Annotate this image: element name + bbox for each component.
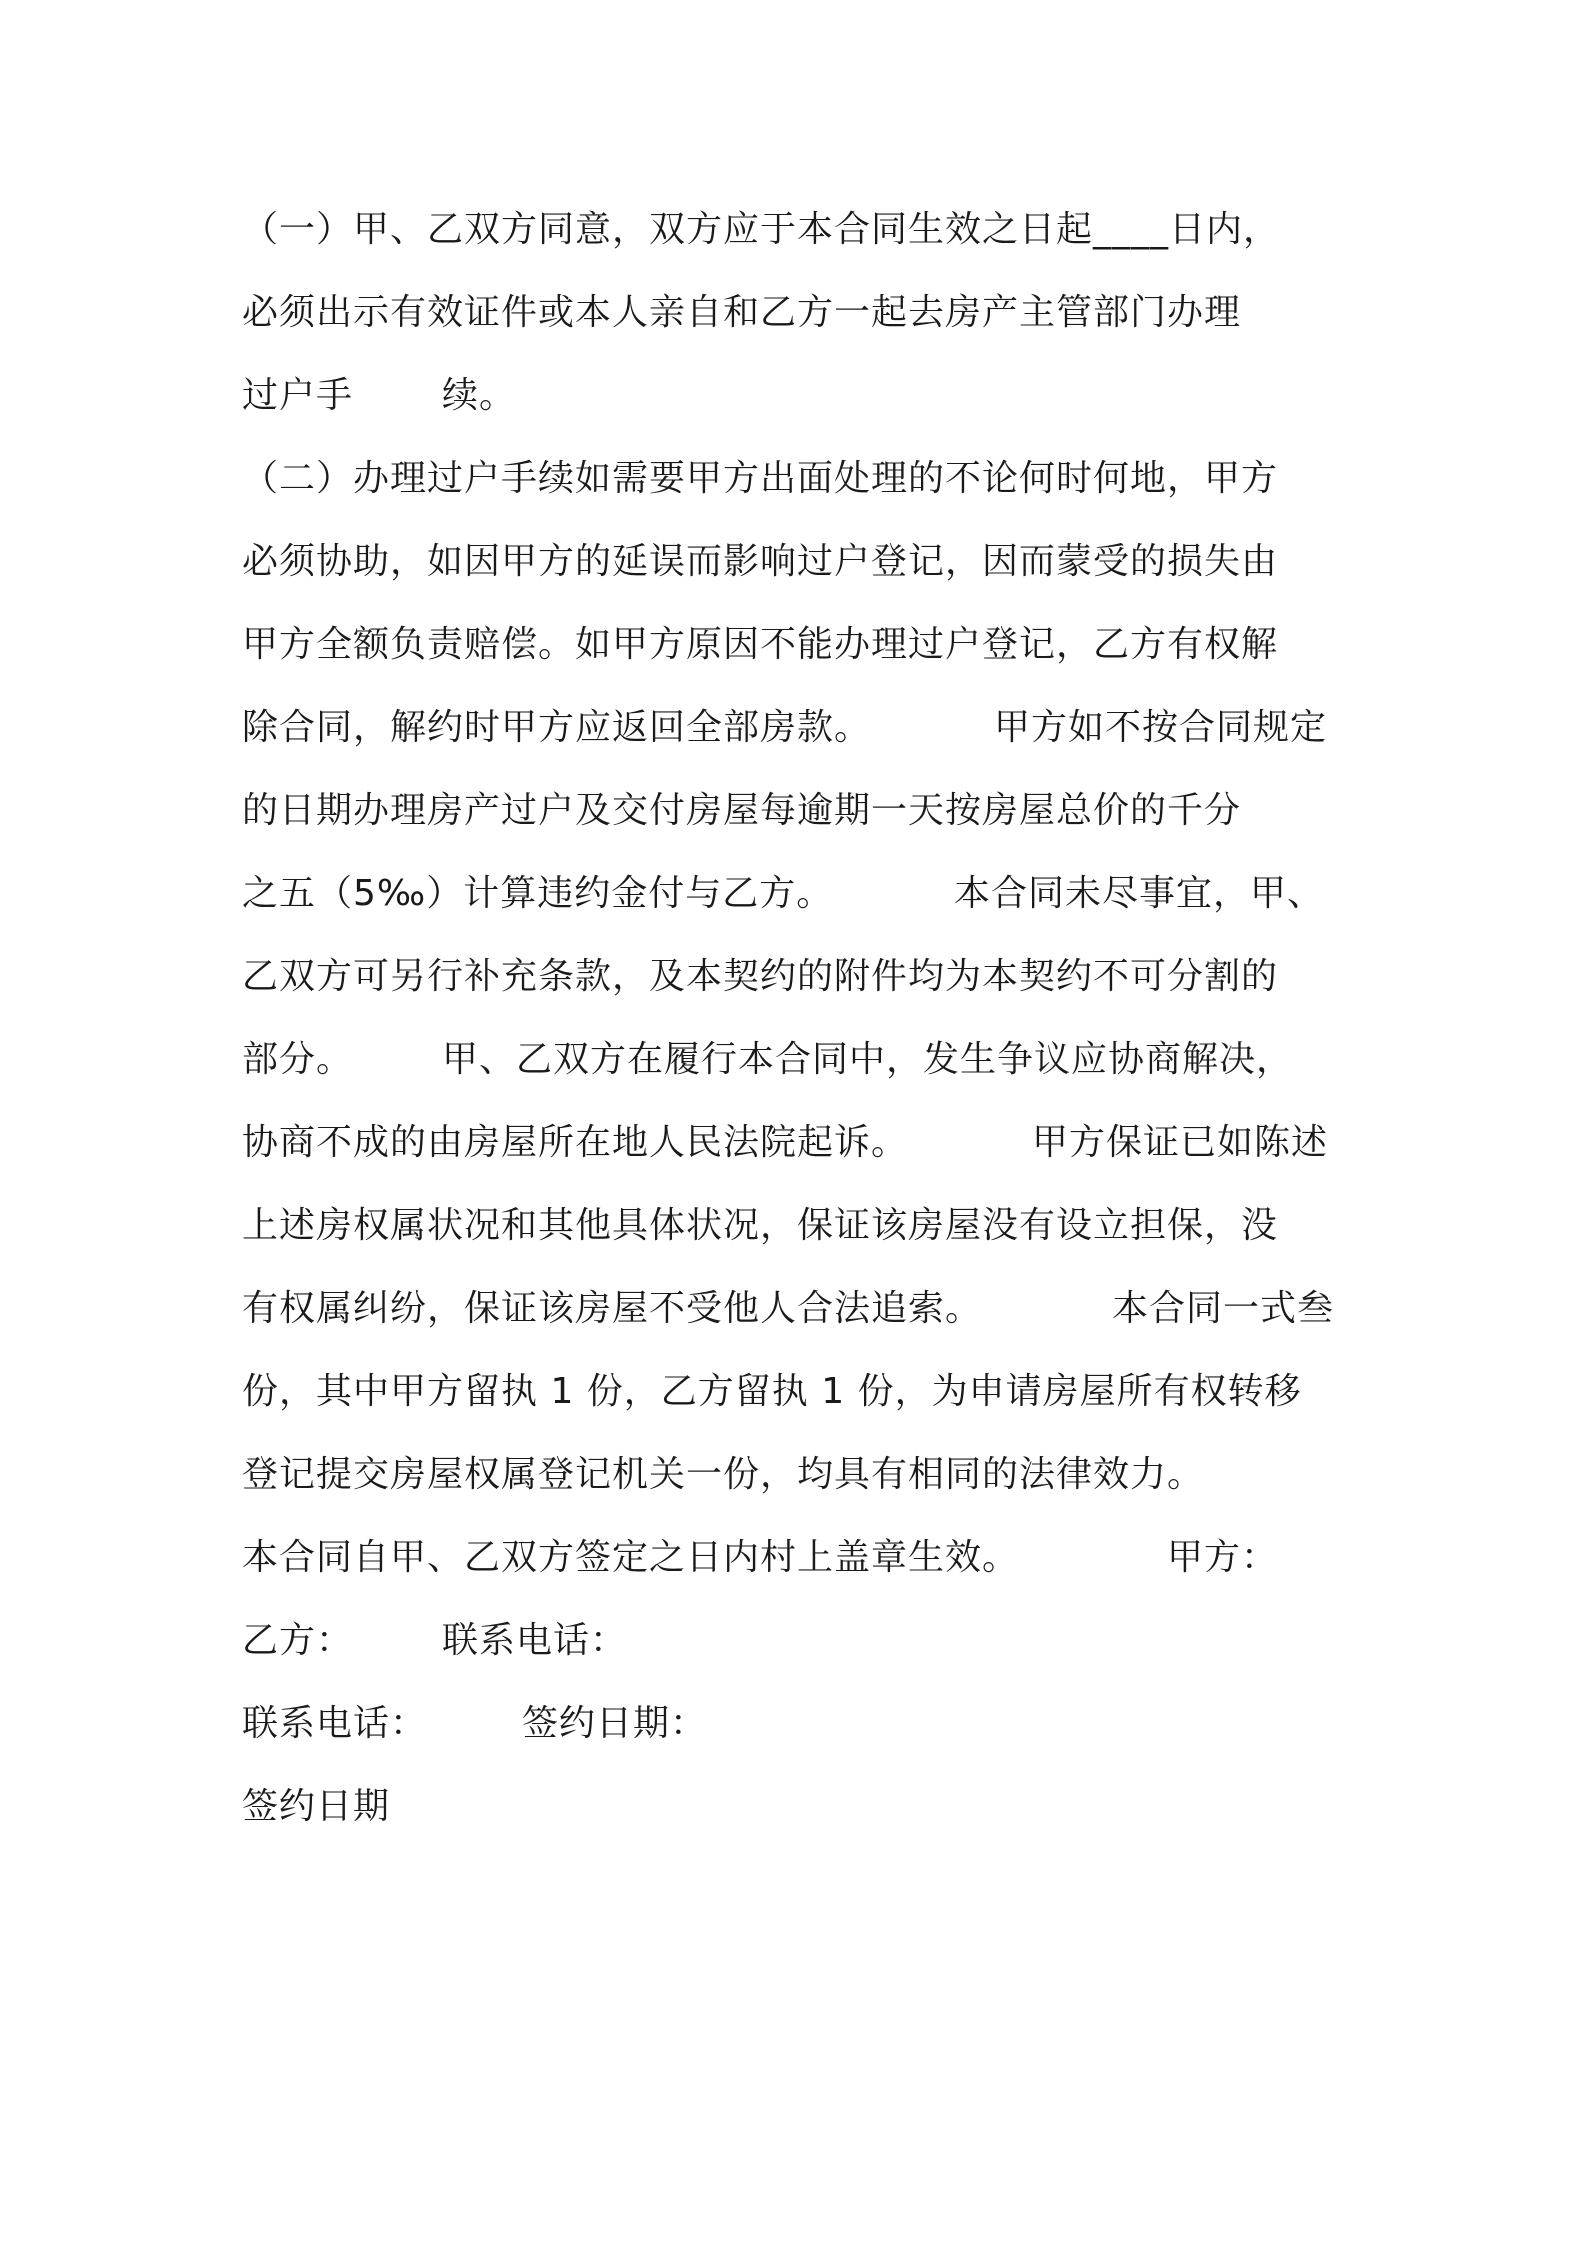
text-line: （一）甲、乙双方同意，双方应于本合同生效之日起____日内， [242,209,1281,250]
sign-date-label: 签约日期： [522,1703,708,1744]
text-line: 之五（5‰）计算违约金付与乙方。 [242,873,834,914]
paragraph-2-line-11 [242,1279,1362,1339]
text-line: 甲、乙双方在履行本合同中，发生争议应协商解决， [442,1039,1294,1080]
paragraph-2-line-13 [242,1445,1362,1505]
paragraph-2-line-7 [242,947,1362,1007]
paragraph-2-line-14 [242,1528,1362,1588]
text-line: 部分。 [242,1039,354,1080]
party-b-label: 乙方： [242,1620,354,1661]
text-line: 协商不成的由房屋所在地人民法院起诉。 [242,1122,909,1163]
text-line: 上述房权属状况和其他具体状况，保证该房屋没有设立担保，没 [242,1205,1279,1246]
text-line: 本合同自甲、乙双方签定之日内村上盖章生效。 [242,1537,1020,1578]
text-line: 乙双方可另行补充条款，及本契约的附件均为本契约不可分割的 [242,956,1279,997]
paragraph-2-line-10 [242,1196,1362,1256]
paragraph-2-line-1 [242,449,1362,509]
paragraph-1-line-1 [242,200,1362,260]
text-line: 的日期办理房产过户及交付房屋每逾期一天按房屋总价的千分 [242,790,1242,831]
text-line: 必须协助，如因甲方的延误而影响过户登记，因而蒙受的损失由 [242,541,1279,582]
paragraph-2-line-4 [242,698,1362,758]
text-line: 必须出示有效证件或本人亲自和乙方一起去房产主管部门办理 [242,292,1242,333]
signature-line-2 [242,1694,1362,1754]
signature-line-3 [242,1777,1362,1837]
paragraph-1-line-2 [242,283,1362,343]
text-line: 甲方全额负责赔偿。如甲方原因不能办理过户登记，乙方有权解 [242,624,1279,665]
text-line: 有权属纠纷，保证该房屋不受他人合法追索。 [242,1288,983,1329]
text-line: 登记提交房屋权属登记机关一份，均具有相同的法律效力。 [242,1454,1205,1495]
paragraph-2-line-9 [242,1113,1362,1173]
text-line: 过户手 [242,375,354,416]
text-line: 除合同，解约时甲方应返回全部房款。 [242,707,872,748]
phone-label: 联系电话： [442,1620,628,1661]
paragraph-2-line-2 [242,532,1362,592]
paragraph-2-line-8 [242,1030,1362,1090]
party-a-label: 甲方： [1167,1537,1279,1578]
text-line: 甲方如不按合同规定 [994,707,1328,748]
text-line: 本合同未尽事宜，甲、 [954,873,1325,914]
paragraph-2-line-5 [242,781,1362,841]
sign-date-label: 签约日期 [242,1786,391,1827]
paragraph-2-line-3 [242,615,1362,675]
text-line: 续。 [442,375,517,416]
paragraph-2-line-6 [242,864,1362,924]
text-line: （二）办理过户手续如需要甲方出面处理的不论何时何地，甲方 [242,458,1279,499]
text-line: 甲方保证已如陈述 [1032,1122,1329,1163]
text-line: 份，其中甲方留执 1 份，乙方留执 1 份，为申请房屋所有权转移 [242,1371,1302,1412]
text-line: 本合同一式叁 [1112,1288,1335,1329]
paragraph-1-line-3 [242,366,1362,426]
signature-line-1 [242,1611,1362,1671]
phone-label: 联系电话： [242,1703,428,1744]
paragraph-2-line-12 [242,1362,1362,1422]
